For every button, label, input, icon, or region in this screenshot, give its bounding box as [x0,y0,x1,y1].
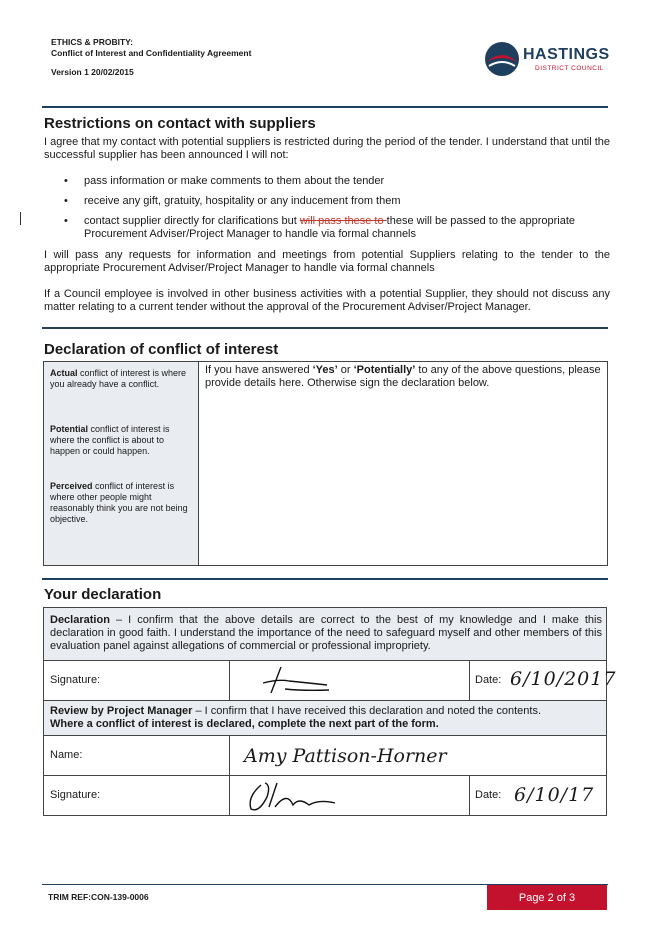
logo [483,40,613,80]
cell-divider [469,661,470,700]
date-field[interactable]: 6/10/2017 [510,668,617,690]
cell-divider [229,776,230,816]
cell-divider [229,736,230,775]
potential-label: Potential [50,424,89,434]
name-label: Name: [50,749,83,761]
declaration-body: – I confirm that the above details are correct to the best of my knowledge and I make this declaration in good faith. I understand the importance of the need to safeguard myself and other members of this evaluation panel against allegations of commercial or professional impropriety. [50,614,602,652]
actual-text: conflict of interest is where you already have a conflict. [50,368,187,389]
logo-emblem-icon [483,40,521,78]
pm-signature-field[interactable] [239,777,349,815]
list-item [64,215,604,241]
instr-2: to any of the above questions, please provide details here. Otherwise sign the declaration below. [205,364,601,389]
restrictions-para3: If a Council employee is involved in other business activities with a potential Supplier, they should not discuss any matter relating to a current tender without the approval of the Procurement Adviser/Project Manager. [44,288,610,313]
signature-field[interactable] [249,663,349,699]
cell-divider [469,776,470,816]
instr-1: If you have answered [205,364,313,376]
pm-signature-row [44,776,606,816]
list-item: • receive any gift, gratuity, hospitality or any inducement from them [64,195,604,208]
conflict-box [43,361,608,566]
perceived-label: Perceived [50,481,93,491]
name-row [44,736,606,776]
restrictions-intro: I agree that my contact with potential suppliers is restricted during the period of the tender. I understand that until the successful supplier has been announced I will not: [44,136,610,161]
conflict-details-field[interactable] [205,364,603,390]
header-version: Version 1 20/02/2015 [51,67,134,77]
trim-ref: TRIM REF:CON-139-0006 [48,892,149,902]
name-field[interactable]: Amy Pattison-Horner [244,745,447,767]
review-label: Review by Project Manager [50,705,193,717]
review-row [44,701,606,736]
section-divider [42,327,608,329]
header-divider [42,106,608,108]
perceived-text: conflict of interest is where other people might reasonably think you are not being objective. [50,481,188,524]
signature-label: Signature: [50,674,101,686]
section-divider [42,578,608,580]
section-title-conflict: Declaration of conflict of interest [44,341,279,358]
declaration-table [43,607,617,816]
text-cursor-mark [20,212,21,225]
conflict-definitions [44,362,199,565]
cell-divider [229,661,230,700]
header-title [51,37,251,59]
definition-perceived [50,481,190,525]
header-line2: Conflict of Interest and Confidentiality Agreement [51,48,252,58]
bullet3-before: contact supplier directly for clarifications but [84,215,300,227]
actual-label: Actual [50,368,78,378]
page-number: Page 2 of 3 [487,885,607,910]
review-text [50,705,602,731]
struck-text: will pass these to [299,215,387,227]
definition-potential [50,424,190,457]
date-label: Date: [475,674,502,686]
declaration-text [50,614,602,653]
definition-actual [50,368,190,390]
pm-date-label: Date: [475,789,502,801]
pm-signature-label: Signature: [50,789,101,801]
instr-or: or [337,364,354,376]
signature-row [44,661,617,701]
section-title-your-declaration: Your declaration [44,586,162,603]
declaration-label: Declaration [50,614,110,626]
review-body: – I confirm that I have received this declaration and noted the contents. [192,705,541,717]
declaration-text-row [44,608,606,661]
restrictions-para2: I will pass any requests for information and meetings from potential Suppliers relating to the tender to the appropriate Procurement Adviser/Project Manager to handle via formal channels [44,249,610,274]
list-item: • pass information or make comments to them about the tender [64,175,604,188]
potential-text: conflict of interest is where the conflict is about to happen or could happen. [50,424,170,456]
section-title-restrictions: Restrictions on contact with suppliers [44,115,316,132]
header-line1: ETHICS & PROBITY: [51,37,134,47]
logo-subtitle: DISTRICT COUNCIL [535,65,604,72]
review-line2: Where a conflict of interest is declared, complete the next part of the form. [50,718,439,730]
instr-potentially: ‘Potentially’ [353,364,416,376]
pm-date-field[interactable]: 6/10/17 [514,784,595,806]
instr-yes: ‘Yes’ [312,364,338,376]
restrictions-list [64,175,604,247]
logo-title: HASTINGS [523,46,610,63]
bullet3-after: these will be passed to the appropriate Procurement Adviser/Project Manager to handle via formal channels [84,215,575,240]
